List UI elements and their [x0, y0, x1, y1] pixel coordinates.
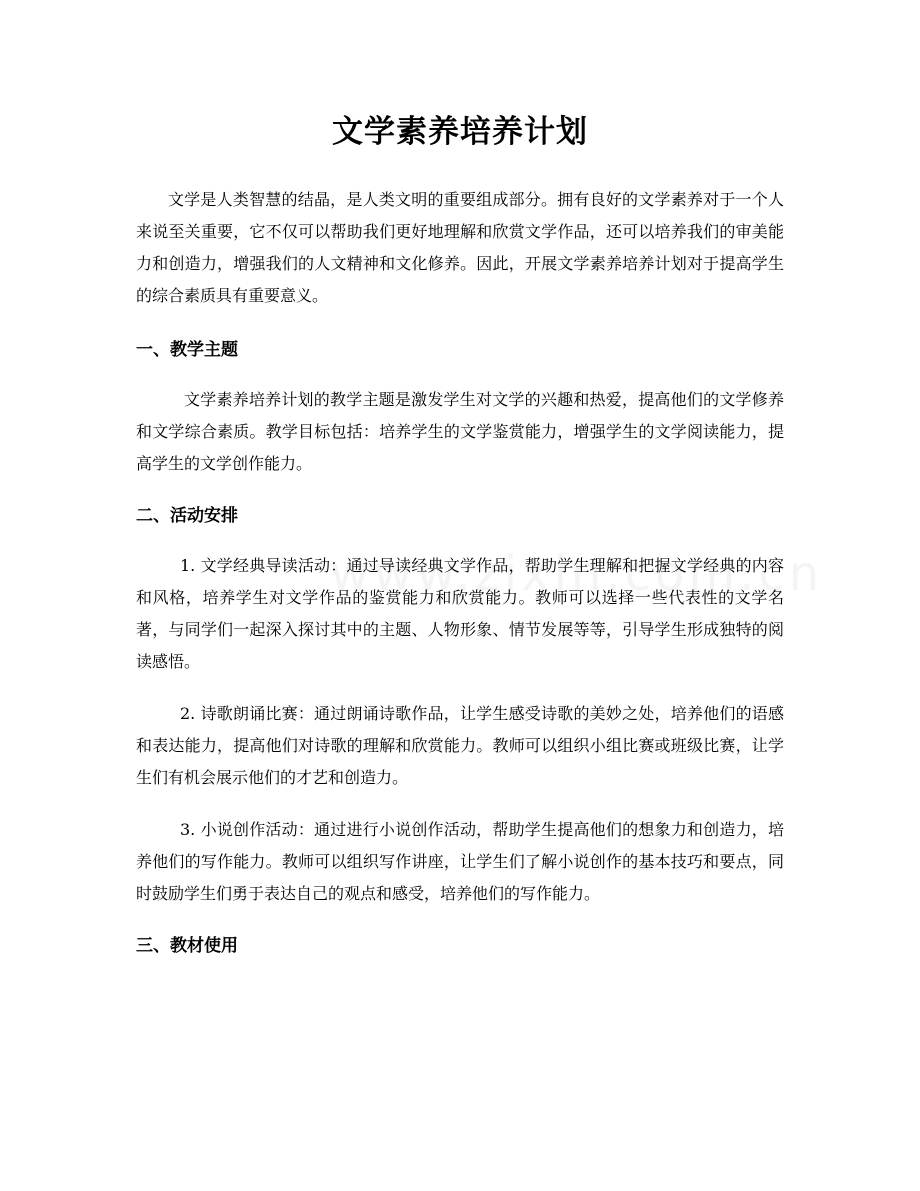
activity-item-poetry-recitation: 2. 诗歌朗诵比赛：通过朗诵诗歌作品，让学生感受诗歌的美妙之处，培养他们的语感和表达能力，提高他们对诗歌的理解和欣赏能力。教师可以组织小组比赛或班级比赛，让学生们有机会展示他们的才艺和创造力。 — [136, 704, 784, 787]
activity-item-novel-writing: 3. 小说创作活动：通过进行小说创作活动，帮助学生提高他们的想象力和创造力，培养他们的写作能力。教师可以组织写作讲座，让学生们了解小说创作的基本技巧和要点，同时鼓励学生们勇于表达自己的观点和感受，培养他们的写作能力。 — [136, 820, 784, 903]
intro-paragraph: 文学是人类智慧的结晶，是人类文明的重要组成部分。拥有良好的文学素养对于一个人来说至关重要，它不仅可以帮助我们更好地理解和欣赏文学作品，还可以培养我们的审美能力和创造力，增强我们的人文精神和文化修养。因此，开展文学素养培养计划对于提高学生的综合素质具有重要意义。 — [136, 190, 784, 305]
section-heading-activities: 二、活动安排 — [136, 506, 238, 526]
teaching-theme-paragraph: 文学素养培养计划的教学主题是激发学生对文学的兴趣和热爱，提高他们的文学修养和文学综合素质。教学目标包括：培养学生的文学鉴赏能力，增强学生的文学阅读能力，提高学生的文学创作能力。 — [136, 390, 784, 473]
section-heading-teaching-theme: 一、教学主题 — [136, 340, 238, 360]
section-heading-materials: 三、教材使用 — [136, 936, 238, 956]
document-title: 文学素养培养计划 — [332, 114, 588, 150]
activity-item-classics-reading: 1. 文学经典导读活动：通过导读经典文学作品，帮助学生理解和把握文学经典的内容和风格，培养学生对文学作品的鉴赏能力和欣赏能力。教师可以选择一些代表性的文学名著，与同学们一起深入探讨其中的主题、人物形象、情节发展等等，引导学生形成独特的阅读感悟。 — [136, 556, 784, 671]
